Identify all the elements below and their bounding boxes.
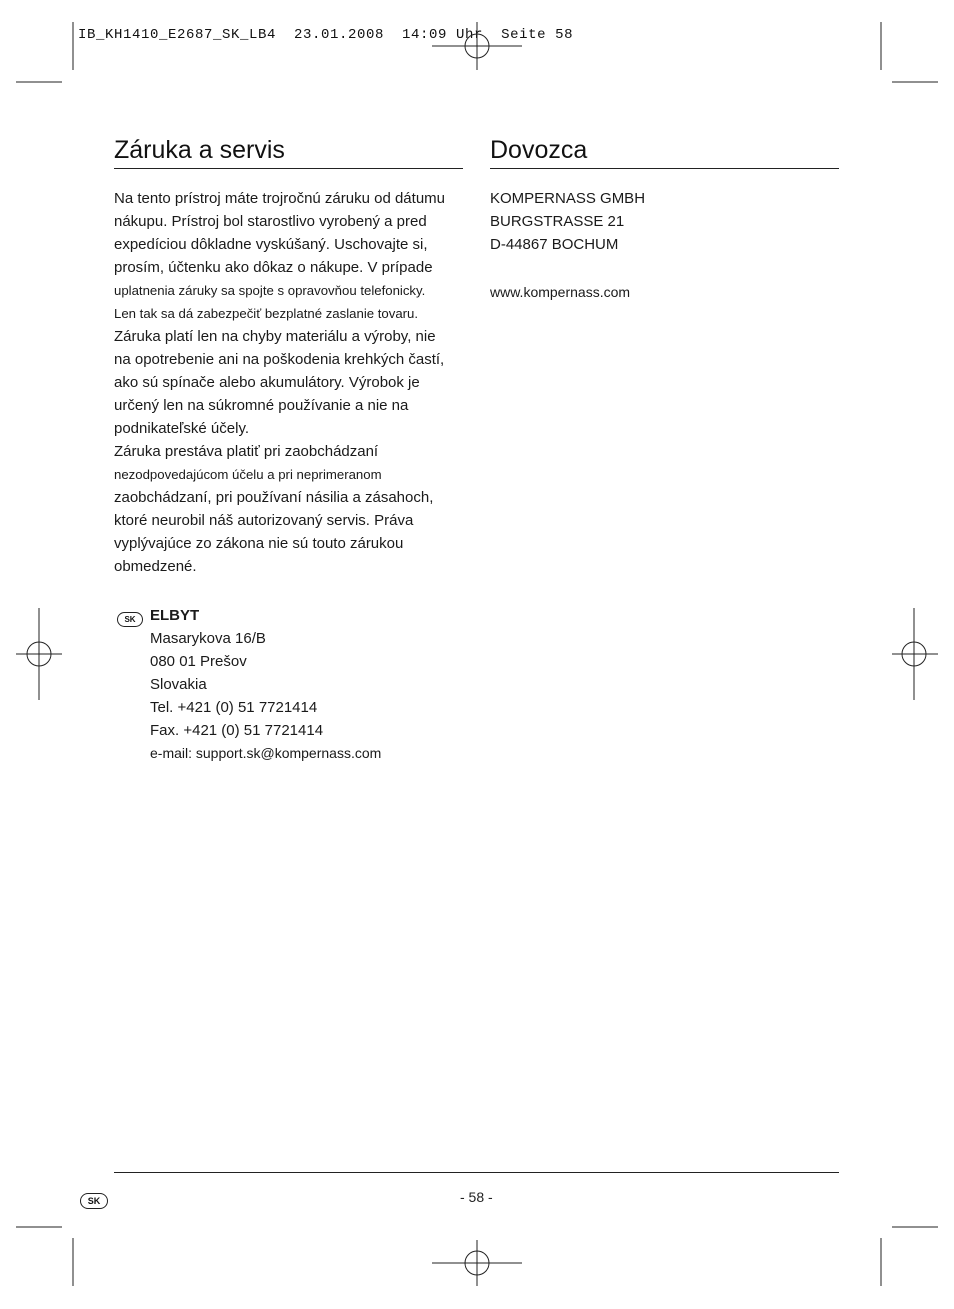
importer-title: Dovozca — [490, 136, 588, 164]
footer-country-badge: SK — [80, 1193, 108, 1209]
service-address — [150, 604, 381, 765]
warranty-line: uplatnenia záruky sa spojte s opravovňou telefonicky. — [114, 283, 426, 298]
importer-title-wrap — [490, 136, 587, 165]
service-country: Slovakia — [150, 676, 207, 693]
importer-city: D-44867 BOCHUM — [490, 236, 619, 253]
service-street: Masarykova 16/B — [150, 630, 266, 647]
service-company: ELBYT — [150, 607, 200, 624]
footer-rule — [114, 1172, 839, 1173]
warranty-line: podnikateľské účely. — [114, 420, 250, 437]
warranty-line: nákupu. Prístroj bol starostlivo vyrobený a pred — [114, 213, 427, 230]
service-city: 080 01 Prešov — [150, 653, 247, 670]
importer-address — [490, 187, 645, 256]
importer-company: KOMPERNASS GMBH — [490, 190, 646, 207]
warranty-text — [114, 187, 464, 578]
warranty-title: Záruka a servis — [114, 136, 285, 164]
warranty-line: obmedzené. — [114, 558, 197, 575]
warranty-line: ako sú spínače alebo akumulátory. Výrobok je — [114, 374, 420, 391]
warranty-line: nezodpovedajúcom účelu a pri neprimeranom — [114, 467, 382, 482]
warranty-title-wrap — [114, 136, 285, 165]
importer-title-rule — [490, 168, 839, 169]
footer-badge-wrap — [80, 1191, 108, 1209]
service-country-badge-wrap — [117, 609, 143, 627]
warranty-line: Záruka platí len na chyby materiálu a výroby, nie — [114, 328, 436, 345]
warranty-title-rule — [114, 168, 463, 169]
importer-website: www.kompernass.com — [490, 284, 631, 300]
country-badge: SK — [117, 612, 143, 627]
warranty-line: zaobchádzaní, pri používaní násilia a zásahoch, — [114, 489, 434, 506]
importer-street: BURGSTRASSE 21 — [490, 213, 625, 230]
service-tel: Tel. +421 (0) 51 7721414 — [150, 699, 318, 716]
print-slug: IB_KH1410_E2687_SK_LB4 23.01.2008 14:09 Uhr Seite 58 — [78, 27, 574, 43]
warranty-line: Záruka prestáva platiť pri zaobchádzaní — [114, 443, 379, 460]
warranty-line: prosím, účtenku ako dôkaz o nákupe. V prípade — [114, 259, 433, 276]
page-number: - 58 - — [460, 1189, 493, 1205]
warranty-line: ktoré neurobil náš autorizovaný servis. Práva — [114, 512, 414, 529]
warranty-line: na opotrebenie ani na poškodenia krehkých častí, — [114, 351, 445, 368]
service-email: e-mail: support.sk@kompernass.com — [150, 745, 382, 761]
warranty-line: expedíciou dôkladne vyskúšaný. Uschovajte si, — [114, 236, 428, 253]
warranty-line: vyplývajúce zo zákona nie sú touto zárukou — [114, 535, 404, 552]
warranty-line: Na tento prístroj máte trojročnú záruku od dátumu — [114, 190, 445, 207]
warranty-line: určený len na súkromné používanie a nie na — [114, 397, 409, 414]
warranty-line: Len tak sa dá zabezpečiť bezplatné zaslanie tovaru. — [114, 306, 419, 321]
service-fax: Fax. +421 (0) 51 7721414 — [150, 722, 324, 739]
